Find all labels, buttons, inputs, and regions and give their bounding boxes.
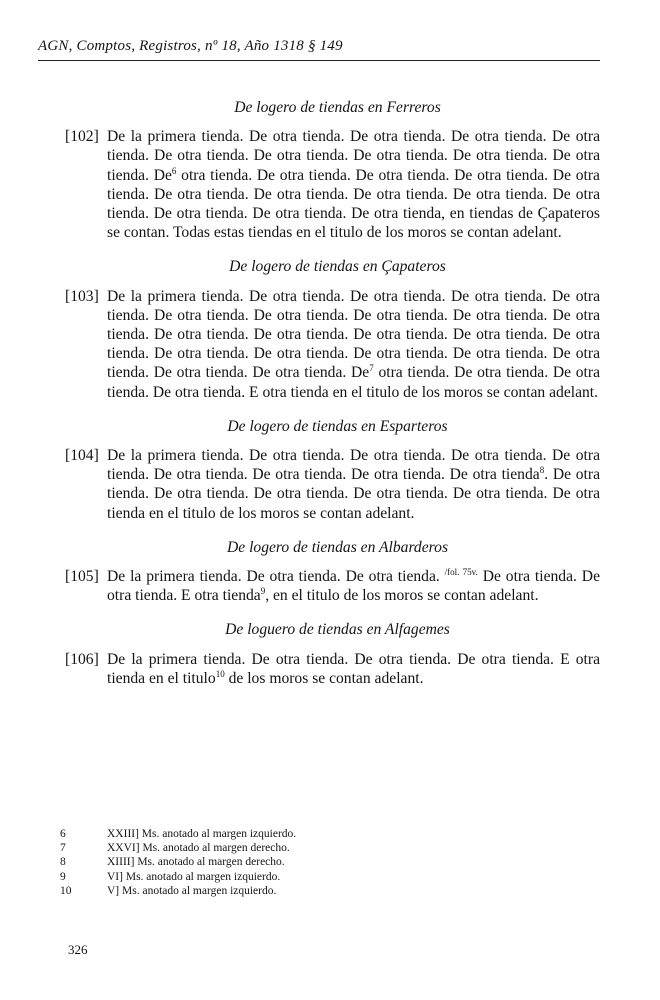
footnote-number: 9 bbox=[60, 870, 66, 883]
entry-number: [105] bbox=[65, 568, 99, 586]
footnote-ref: 7 bbox=[369, 363, 374, 374]
footnote bbox=[60, 884, 460, 898]
section-title: De logero de tiendas en Esparteros bbox=[227, 417, 448, 435]
entry-text: De la primera tienda. De otra tienda. De otra tienda. bbox=[107, 568, 445, 586]
footnote-number: 6 bbox=[60, 828, 66, 840]
entry-number: [103] bbox=[65, 287, 99, 305]
entry-paragraph bbox=[65, 650, 600, 688]
footnotes bbox=[60, 827, 460, 898]
footnote-ref: 8 bbox=[539, 465, 545, 476]
section-title: De logero de tiendas en Çapateros bbox=[229, 258, 446, 276]
entry-text: De la primera tienda. De otra tienda. De otra tienda. De otra tienda. De otra tienda. De otra tienda. De otra tienda. De otra tienda. De otra tienda bbox=[107, 447, 600, 484]
entry-paragraph bbox=[65, 567, 600, 605]
section-title: De loguero de tiendas en Alfagemes bbox=[225, 621, 450, 639]
footnote bbox=[60, 827, 460, 841]
footnote-number: 7 bbox=[60, 842, 66, 855]
footnote-ref: 6 bbox=[171, 165, 177, 176]
entry-number: [106] bbox=[65, 650, 99, 668]
entry-number: [104] bbox=[65, 447, 99, 465]
entry-text: otra tienda. De otra tienda. De otra tienda. De otra tienda. E otra tienda en el titulo de los moros se contan adelant. bbox=[107, 364, 600, 401]
folio-marker: /fol. 75v. bbox=[444, 567, 478, 578]
footnote-number: 8 bbox=[60, 856, 66, 869]
running-header: AGN, Comptos, Registros, nº 18, Año 1318 § 149 bbox=[38, 38, 343, 54]
header-rule bbox=[38, 60, 600, 61]
footnote-number: 10 bbox=[60, 884, 72, 897]
page-number: 326 bbox=[68, 942, 88, 957]
entry-text: De otra tienda. De otra tienda. E otra tienda bbox=[107, 568, 600, 605]
entry-text: , en el titulo de los moros se contan adelant. bbox=[265, 587, 539, 605]
entry-paragraph bbox=[65, 127, 600, 242]
footnote-text: VI] Ms. anotado al margen izquierdo. bbox=[107, 870, 281, 883]
footnote bbox=[60, 855, 460, 869]
entry-text: . De otra tienda. De otra tienda. De otra tienda. De otra tienda. De otra tienda. De otra tienda en el titulo de los moros se contan adelant. bbox=[107, 466, 600, 522]
main-text bbox=[65, 98, 600, 703]
entry-text: de los moros se contan adelant. bbox=[224, 669, 424, 687]
footnote-text: XIIII] Ms. anotado al margen derecho. bbox=[107, 856, 285, 869]
footnote-text: XXIII] Ms. anotado al margen izquierdo. bbox=[107, 828, 297, 840]
entry-text: De la primera tienda. De otra tienda. De otra tienda. De otra tienda. De otra tienda. De otra tienda. De otra tienda. De otra tienda. De otra tienda. De otra tienda. De bbox=[107, 128, 600, 184]
footnote bbox=[60, 870, 460, 884]
entry-paragraph bbox=[65, 446, 600, 523]
footnote bbox=[60, 841, 460, 855]
section-title: De logero de tiendas en Albarderos bbox=[226, 538, 449, 556]
entry-number: [102] bbox=[65, 128, 99, 146]
section-title: De logero de tiendas en Ferreros bbox=[234, 99, 441, 116]
entry-text: otra tienda. De otra tienda. De otra tienda. De otra tienda. De otra tienda. De otra tienda. De otra tienda. De otra tienda. De otra tienda. De otra tienda. De otra tienda. De otra tienda. De otra tienda, en tiendas de Çapateros se contan. Todas estas tiendas en el titulo de los moros se contan adelant. bbox=[107, 166, 600, 242]
footnote-text: XXVI] Ms. anotado al margen derecho. bbox=[107, 842, 290, 855]
entry-text: De la primera tienda. De otra tienda. De otra tienda. De otra tienda. De otra tienda. De otra tienda. De otra tienda. De otra tienda. De otra tienda. De otra tienda. De otra tienda. De otra tienda. De otra tienda. De otra tienda. De otra tienda. De otra tienda. De otra tienda. De otra tienda. De otra tienda. De otra tienda. De otra tienda. De otra tienda. De bbox=[107, 287, 600, 382]
entry-text: De la primera tienda. De otra tienda. De otra tienda. De otra tienda. E otra tienda en el titulo bbox=[107, 650, 600, 687]
entry-paragraph bbox=[65, 287, 600, 402]
footnote-ref: 9 bbox=[260, 586, 266, 597]
footnote-text: V] Ms. anotado al margen izquierdo. bbox=[107, 884, 277, 897]
footnote-ref: 10 bbox=[215, 668, 225, 679]
